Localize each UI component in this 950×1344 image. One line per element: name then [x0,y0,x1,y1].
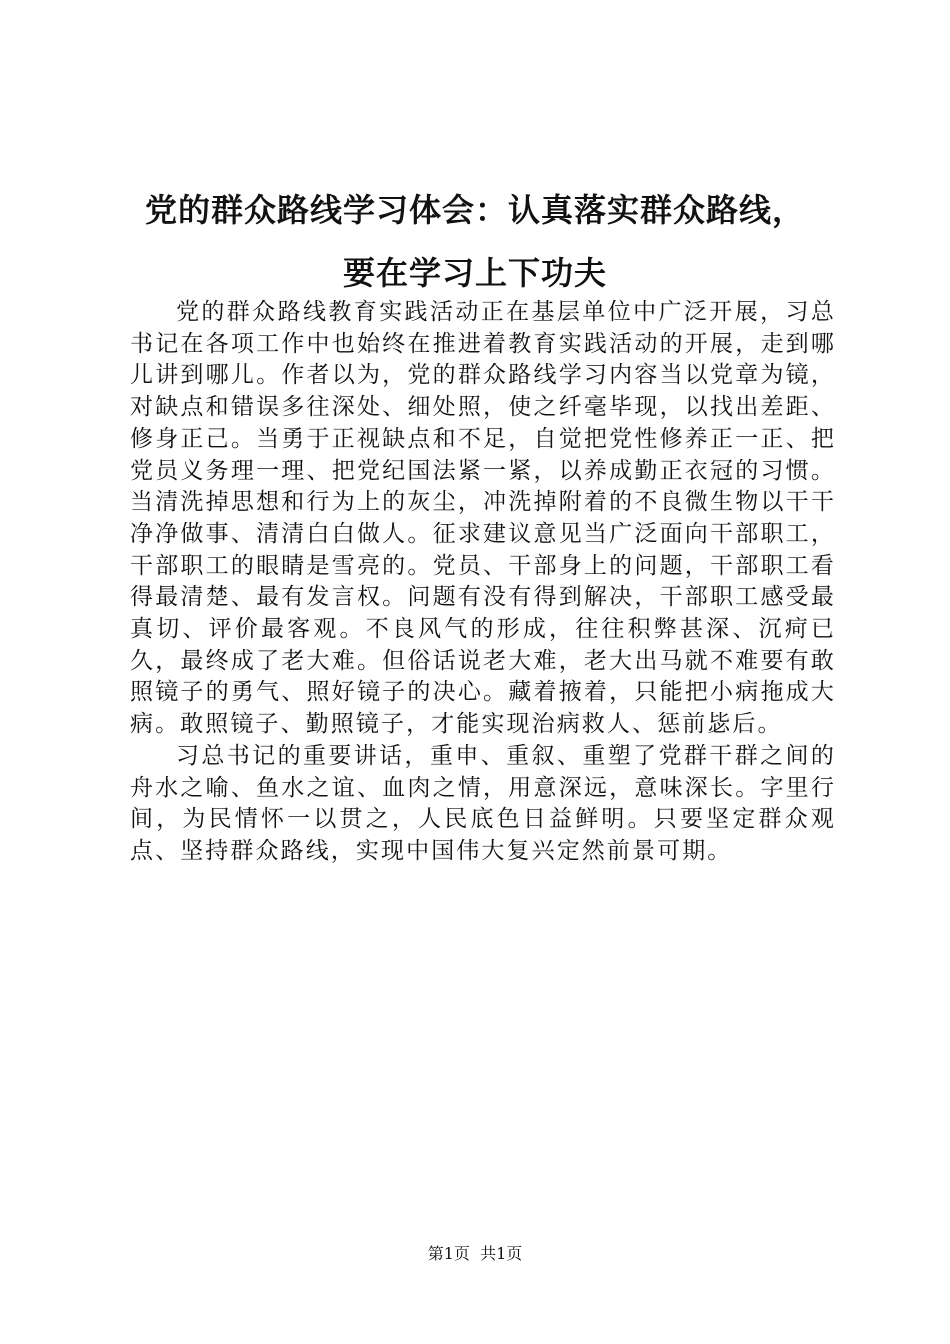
page-footer: 第1页 共1页 [427,1244,523,1263]
document-body [130,297,836,868]
body-paragraph-2: 习总书记的重要讲话，重申、重叙、重塑了党群干群之间的舟水之喻、鱼水之谊、血肉之情，用意深远，意味深长。字里行间，为民情怀一以贯之，人民底色日益鲜明。只要坚定群众观点、坚持群众路线，实现中国伟大复兴定然前景可期。 [130,742,836,864]
document-title-line-2: 要在学习上下功夫 [342,254,607,292]
document-title-line-1: 党的群众路线学习体会：认真落实群众路线， [144,191,805,229]
body-paragraph-1: 党的群众路线教育实践活动正在基层单位中广泛开展，习总书记在各项工作中也始终在推进着教育实践活动的开展，走到哪儿讲到哪儿。作者以为，党的群众路线学习内容当以党章为镜，对缺点和错误多往深处、细处照，使之纤毫毕现，以找出差距、修身正己。当勇于正视缺点和不足，自觉把党性修养正一正、把党员义务理一理、把党纪国法紧一紧，以养成勤正衣冠的习惯。当清洗掉思想和行为上的灰尘，冲洗掉附着的不良微生物以干干净净做事、清清白白做人。征求建议意见当广泛面向干部职工，干部职工的眼睛是雪亮的。党员、干部身上的问题，干部职工看得最清楚、最有发言权。问题有没有得到解决，干部职工感受最真切、评价最客观。不良风气的形成，往往积弊甚深、沉疴已久，最终成了老大难。但俗话说老大难，老大出马就不难要有敢照镜子的勇气、照好镜子的决心。藏着掖着，只能把小病拖成大病。敢照镜子、勤照镜子，才能实现治病救人、惩前毖后。 [130,299,836,738]
